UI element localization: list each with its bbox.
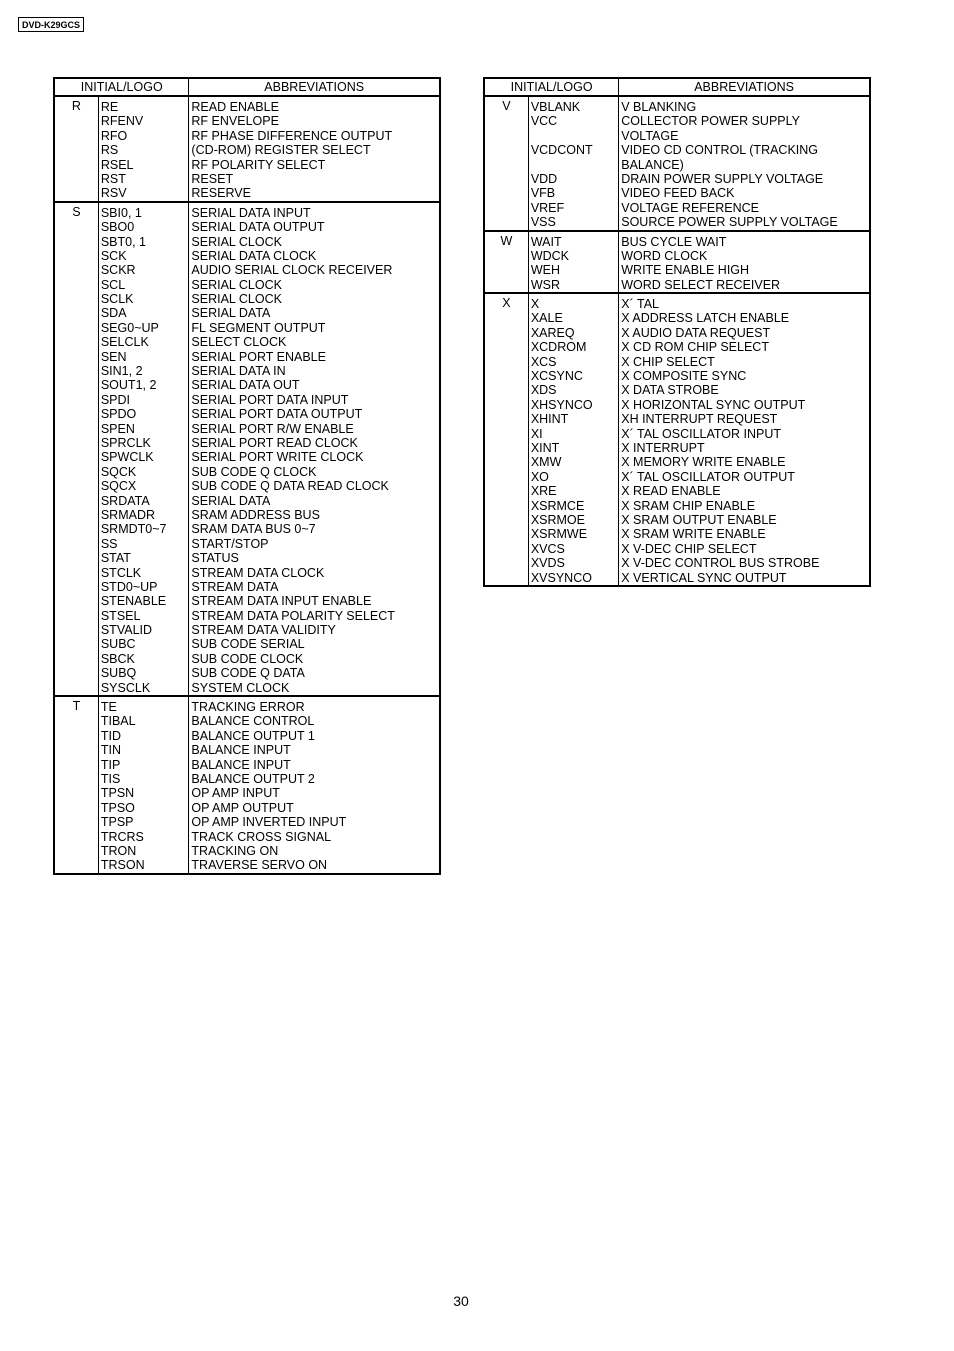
group-initial: R — [54, 96, 98, 202]
abbreviation-code: SYSCLK — [100, 680, 151, 695]
abbreviation-meaning: SUB CODE Q CLOCK — [191, 464, 317, 479]
abbreviation-meaning: SERIAL CLOCK — [191, 277, 282, 292]
abbreviation-meaning: RESET — [191, 171, 234, 186]
abbreviation-code: SBCK — [100, 651, 135, 666]
abbreviation-meaning: SERIAL DATA OUT — [191, 378, 300, 393]
abbreviation-code: TPSO — [100, 800, 135, 815]
abbreviation-meaning: AUDIO SERIAL CLOCK RECEIVER — [191, 263, 393, 278]
abbreviation-code: TIP — [100, 757, 121, 772]
table-row — [54, 696, 440, 874]
abbreviation-meaning: X READ ENABLE — [621, 484, 721, 499]
letter-group — [484, 293, 870, 586]
abbreviation-code: RSEL — [100, 157, 134, 172]
abbreviation-codes-cell — [528, 96, 618, 231]
abbreviation-meaning: X V-DEC CONTROL BUS STROBE — [621, 556, 820, 571]
abbreviation-code: SCLK — [100, 292, 134, 307]
abbreviation-meaning: STREAM DATA INPUT ENABLE — [191, 594, 372, 609]
abbreviation-code: VSS — [530, 215, 556, 230]
abbreviation-code: SUBQ — [100, 666, 137, 681]
column-header-initial-logo: INITIAL/LOGO — [484, 78, 619, 96]
abbreviation-meaning: RF PHASE DIFFERENCE OUTPUT — [191, 128, 393, 143]
abbreviation-meaning: VOLTAGE REFERENCE — [621, 200, 760, 215]
abbreviation-code — [531, 129, 618, 143]
abbreviation-meaning: RESERVE — [191, 186, 251, 201]
abbreviation-code: WDCK — [530, 248, 570, 263]
abbreviation-code: XSRMOE — [530, 512, 585, 527]
abbreviation-code: XRE — [530, 484, 557, 499]
abbreviation-meaning: X INTERRUPT — [621, 440, 705, 455]
abbreviation-code: SPEN — [100, 421, 135, 436]
abbreviation-meaning: X DATA STROBE — [621, 383, 719, 398]
abbreviation-descriptions-cell — [619, 96, 870, 231]
abbreviations-table-right — [483, 77, 871, 587]
abbreviation-code: TRON — [100, 843, 137, 858]
abbreviation-meaning: SELECT CLOCK — [191, 335, 287, 350]
abbreviation-code: XVDS — [530, 556, 565, 571]
abbreviation-code: SPDO — [100, 407, 137, 422]
abbreviation-meaning: V BLANKING — [621, 100, 697, 114]
abbreviation-meaning: COLLECTOR POWER SUPPLY — [621, 114, 800, 129]
abbreviation-code: XVSYNCO — [530, 570, 592, 585]
abbreviation-code: XHINT — [530, 412, 569, 427]
abbreviation-code: TRSON — [100, 858, 145, 873]
abbreviation-meaning: BALANCE) — [621, 157, 684, 172]
abbreviation-code: XALE — [530, 311, 563, 326]
abbreviation-meaning: VIDEO CD CONTROL (TRACKING — [621, 143, 819, 158]
abbreviation-meaning: X MEMORY WRITE ENABLE — [621, 455, 786, 470]
abbreviation-meaning: X SRAM WRITE ENABLE — [621, 527, 766, 542]
letter-group — [484, 96, 870, 231]
letter-group — [484, 231, 870, 294]
group-initial: S — [54, 202, 98, 696]
abbreviation-code: VREF — [530, 200, 565, 215]
abbreviation-code: STCLK — [100, 565, 142, 580]
abbreviation-code: SELCLK — [100, 335, 149, 350]
abbreviation-code: XDS — [530, 383, 557, 398]
abbreviation-meaning: SERIAL DATA OUTPUT — [191, 220, 325, 235]
abbreviation-meaning: SERIAL DATA IN — [191, 364, 286, 379]
abbreviation-code: SS — [100, 536, 118, 551]
abbreviation-code: STENABLE — [100, 594, 167, 609]
abbreviation-code: SQCX — [100, 479, 137, 494]
abbreviation-code: SOUT1, 2 — [100, 378, 157, 393]
abbreviation-meaning: SRAM DATA BUS 0~7 — [191, 522, 316, 537]
abbreviation-code: XINT — [530, 440, 560, 455]
abbreviation-meaning: SUB CODE SERIAL — [191, 637, 305, 652]
abbreviation-code: RFO — [100, 128, 128, 143]
abbreviation-meaning: OP AMP INPUT — [191, 786, 280, 801]
abbreviation-meaning: BALANCE INPUT — [191, 743, 291, 758]
abbreviation-meaning: SERIAL PORT WRITE CLOCK — [191, 450, 364, 465]
abbreviation-meaning: SERIAL PORT READ CLOCK — [191, 435, 358, 450]
abbreviation-meaning: RF ENVELOPE — [191, 114, 279, 129]
abbreviation-descriptions-cell — [189, 696, 440, 874]
abbreviation-meaning: SERIAL DATA — [191, 306, 271, 321]
abbreviation-code: RST — [100, 171, 126, 186]
abbreviation-meaning: DRAIN POWER SUPPLY VOLTAGE — [621, 171, 824, 186]
abbreviation-code: WEH — [530, 263, 560, 278]
abbreviation-meaning: RF POLARITY SELECT — [191, 157, 326, 172]
letter-group — [54, 696, 440, 874]
abbreviation-meaning: STREAM DATA CLOCK — [191, 565, 325, 580]
abbreviation-meaning: BALANCE OUTPUT 1 — [191, 728, 315, 743]
column-header-initial-logo: INITIAL/LOGO — [54, 78, 189, 96]
abbreviation-code: XMW — [530, 455, 562, 470]
abbreviation-meaning: SOURCE POWER SUPPLY VOLTAGE — [621, 215, 838, 230]
abbreviation-code: SRMDT0~7 — [100, 522, 167, 537]
abbreviation-meaning: SERIAL DATA INPUT — [191, 205, 311, 220]
abbreviation-code — [531, 158, 618, 172]
table-row — [54, 202, 440, 696]
table-row — [54, 96, 440, 202]
group-initial: W — [484, 231, 528, 294]
abbreviation-meaning: FL SEGMENT OUTPUT — [191, 320, 326, 335]
abbreviation-code: XCDROM — [530, 340, 587, 355]
abbreviation-meaning: X´ TAL OSCILLATOR OUTPUT — [621, 469, 795, 484]
abbreviation-meaning: X HORIZONTAL SYNC OUTPUT — [621, 397, 806, 412]
abbreviation-descriptions-cell — [189, 202, 440, 696]
abbreviation-code: XSRMCE — [530, 498, 585, 513]
abbreviation-meaning: X´ TAL OSCILLATOR INPUT — [621, 426, 782, 441]
abbreviation-meaning: X COMPOSITE SYNC — [621, 369, 747, 384]
abbreviation-code: TPSP — [100, 815, 134, 830]
column-header-abbreviations: ABBREVIATIONS — [619, 78, 870, 96]
abbreviation-meaning: TRACK CROSS SIGNAL — [191, 829, 332, 844]
abbreviation-code: STVALID — [100, 623, 153, 638]
abbreviation-code: RE — [100, 100, 119, 114]
abbreviation-meaning: SUB CODE Q DATA READ CLOCK — [191, 479, 389, 494]
abbreviation-code: SBO0 — [100, 220, 135, 235]
abbreviation-code: SQCK — [100, 464, 137, 479]
column-header-abbreviations: ABBREVIATIONS — [189, 78, 440, 96]
abbreviation-code: SRMADR — [100, 507, 156, 522]
abbreviation-meaning: X VERTICAL SYNC OUTPUT — [621, 570, 787, 585]
abbreviation-meaning: BALANCE INPUT — [191, 757, 291, 772]
abbreviation-meaning: BUS CYCLE WAIT — [621, 234, 727, 249]
abbreviation-code: TIBAL — [100, 714, 136, 729]
abbreviation-meaning: SERIAL PORT R/W ENABLE — [191, 421, 354, 436]
abbreviation-meaning: SYSTEM CLOCK — [191, 680, 290, 695]
abbreviation-code: TIS — [100, 771, 121, 786]
abbreviation-code: TE — [100, 700, 117, 715]
abbreviation-code: TPSN — [100, 786, 135, 801]
abbreviation-code: STSEL — [100, 608, 141, 623]
abbreviation-descriptions-cell — [619, 293, 870, 586]
abbreviation-meaning: VOLTAGE — [621, 128, 679, 143]
abbreviation-code: X — [530, 297, 540, 312]
abbreviation-code: XI — [530, 426, 543, 441]
abbreviation-meaning: START/STOP — [191, 536, 269, 551]
abbreviation-meaning: READ ENABLE — [191, 100, 279, 114]
abbreviation-meaning: STREAM DATA VALIDITY — [191, 623, 336, 638]
abbreviation-code: SCK — [100, 248, 127, 263]
abbreviation-meaning: X AUDIO DATA REQUEST — [621, 325, 771, 340]
table-row — [484, 96, 870, 231]
abbreviation-codes-cell — [98, 202, 189, 696]
abbreviation-code: SEG0~UP — [100, 320, 159, 335]
abbreviation-descriptions-cell — [619, 231, 870, 294]
abbreviation-meaning: BALANCE OUTPUT 2 — [191, 771, 315, 786]
abbreviation-code: SBT0, 1 — [100, 234, 147, 249]
abbreviation-code: SCL — [100, 277, 126, 292]
abbreviation-code: SCKR — [100, 263, 136, 278]
abbreviation-meaning: SERIAL PORT ENABLE — [191, 349, 326, 364]
abbreviation-code: XCSYNC — [530, 369, 583, 384]
abbreviations-table-left — [53, 77, 441, 875]
abbreviation-meaning: OP AMP INVERTED INPUT — [191, 815, 347, 830]
abbreviation-code: SEN — [100, 349, 127, 364]
abbreviation-meaning: WORD CLOCK — [621, 248, 708, 263]
abbreviation-meaning: STREAM DATA POLARITY SELECT — [191, 608, 395, 623]
abbreviation-codes-cell — [528, 293, 618, 586]
abbreviation-code: VFB — [530, 186, 556, 201]
abbreviation-code: WSR — [530, 277, 560, 292]
abbreviation-meaning: WORD SELECT RECEIVER — [621, 277, 781, 292]
abbreviation-code: RSV — [100, 186, 127, 201]
abbreviation-code: SPWCLK — [100, 450, 154, 465]
abbreviation-code: XSRMWE — [530, 527, 588, 542]
abbreviation-code: XVCS — [530, 541, 565, 556]
abbreviation-code: XHSYNCO — [530, 397, 593, 412]
abbreviation-meaning: SERIAL DATA CLOCK — [191, 248, 317, 263]
letter-group — [54, 202, 440, 696]
abbreviation-meaning: BALANCE CONTROL — [191, 714, 315, 729]
abbreviation-meaning: (CD-ROM) REGISTER SELECT — [191, 143, 371, 158]
page-number: 30 — [453, 1293, 469, 1309]
abbreviation-meaning: SERIAL DATA — [191, 493, 271, 508]
abbreviation-code: TRCRS — [100, 829, 144, 844]
abbreviation-code: XCS — [530, 354, 557, 369]
abbreviation-meaning: WRITE ENABLE HIGH — [621, 263, 750, 278]
abbreviation-meaning: SRAM ADDRESS BUS — [191, 507, 320, 522]
model-number-label: DVD-K29GCS — [18, 17, 84, 32]
abbreviation-code: VCDCONT — [530, 143, 593, 158]
abbreviation-code: XO — [530, 469, 549, 484]
abbreviation-meaning: VIDEO FEED BACK — [621, 186, 735, 201]
abbreviation-meaning: SERIAL CLOCK — [191, 292, 282, 307]
table-row — [484, 293, 870, 586]
abbreviation-meaning: SERIAL CLOCK — [191, 234, 282, 249]
abbreviation-code: WAIT — [530, 234, 562, 249]
abbreviation-meaning: STATUS — [191, 551, 239, 566]
abbreviation-code: VCC — [530, 114, 558, 129]
abbreviation-meaning: XH INTERRUPT REQUEST — [621, 412, 778, 427]
group-initial: T — [54, 696, 98, 874]
abbreviation-code: SRDATA — [100, 493, 150, 508]
abbreviation-meaning: X´ TAL — [621, 297, 659, 312]
abbreviation-code: VDD — [530, 171, 558, 186]
abbreviation-meaning: X CD ROM CHIP SELECT — [621, 340, 769, 355]
group-initial: X — [484, 293, 528, 586]
letter-group — [54, 96, 440, 202]
abbreviation-code: SPDI — [100, 392, 131, 407]
group-initial: V — [484, 96, 528, 231]
abbreviation-code: STD0~UP — [100, 579, 158, 594]
abbreviation-codes-cell — [98, 696, 189, 874]
abbreviation-meaning: SUB CODE CLOCK — [191, 651, 304, 666]
abbreviation-meaning: X CHIP SELECT — [621, 354, 715, 369]
abbreviation-descriptions-cell — [189, 96, 440, 202]
abbreviation-meaning: STREAM DATA — [191, 579, 279, 594]
abbreviation-meaning: TRAVERSE SERVO ON — [191, 858, 328, 873]
abbreviation-codes-cell — [98, 96, 189, 202]
table-row — [484, 231, 870, 294]
abbreviation-meaning: X SRAM OUTPUT ENABLE — [621, 512, 777, 527]
abbreviation-meaning: X SRAM CHIP ENABLE — [621, 498, 756, 513]
abbreviation-code: XAREQ — [530, 325, 575, 340]
abbreviation-code: SUBC — [100, 637, 136, 652]
abbreviation-code: SDA — [100, 306, 127, 321]
abbreviation-codes-cell — [528, 231, 618, 294]
abbreviation-code: STAT — [100, 551, 131, 566]
abbreviation-code: RS — [100, 143, 119, 158]
abbreviation-code: RFENV — [100, 114, 144, 129]
abbreviation-meaning: SERIAL PORT DATA OUTPUT — [191, 407, 363, 422]
abbreviation-meaning: TRACKING ON — [191, 843, 279, 858]
abbreviation-meaning: OP AMP OUTPUT — [191, 800, 294, 815]
abbreviation-code: VBLANK — [530, 100, 581, 114]
abbreviation-meaning: X ADDRESS LATCH ENABLE — [621, 311, 790, 326]
abbreviation-code: TID — [100, 728, 121, 743]
abbreviation-meaning: TRACKING ERROR — [191, 700, 305, 715]
abbreviation-code: SPRCLK — [100, 435, 151, 450]
abbreviation-meaning: SERIAL PORT DATA INPUT — [191, 392, 349, 407]
abbreviation-meaning: SUB CODE Q DATA — [191, 666, 305, 681]
abbreviation-meaning: X V-DEC CHIP SELECT — [621, 541, 757, 556]
abbreviation-code: SBI0, 1 — [100, 205, 142, 220]
abbreviation-code: SIN1, 2 — [100, 364, 143, 379]
abbreviation-code: TIN — [100, 743, 121, 758]
